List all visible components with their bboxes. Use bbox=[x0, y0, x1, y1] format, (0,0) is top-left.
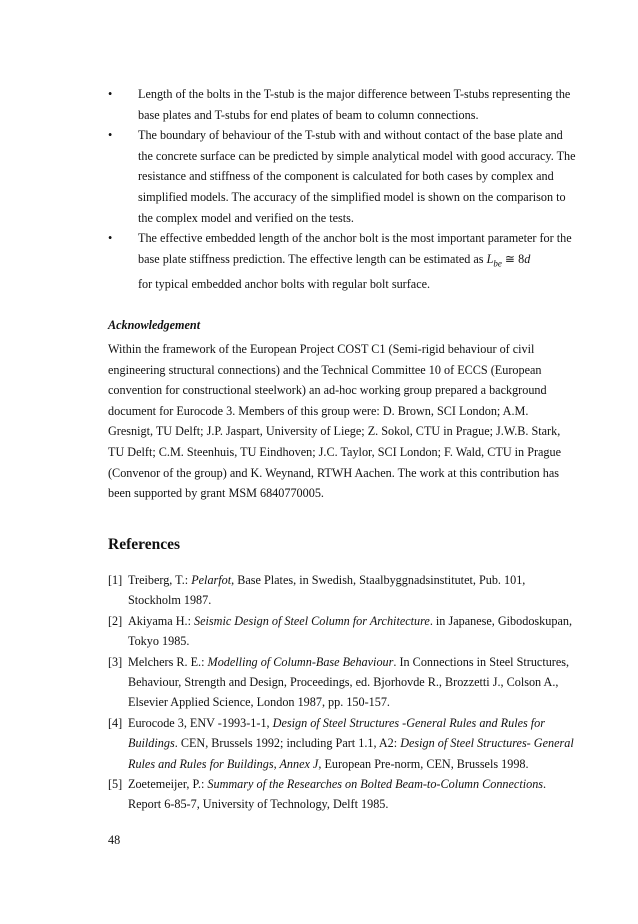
reference-text: Treiberg, T.: bbox=[128, 573, 192, 587]
acknowledgement-heading: Acknowledgement bbox=[108, 318, 201, 332]
bullet-marker: • bbox=[108, 231, 113, 246]
reference-item bbox=[108, 774, 578, 815]
reference-number: [4] bbox=[108, 715, 123, 730]
formula-symbol-l: L bbox=[486, 251, 494, 266]
reference-number: [3] bbox=[108, 654, 123, 669]
reference-text: Akiyama H.: bbox=[128, 613, 195, 628]
reference-text: . Report 6-85-7, University of Technology, Delft 1985. bbox=[128, 777, 547, 812]
reference-title: Pelarfot bbox=[191, 573, 232, 587]
formula-relation: ≅ 8 bbox=[501, 251, 525, 266]
reference-number: [5] bbox=[108, 777, 123, 792]
page-number: 48 bbox=[108, 833, 121, 847]
reference-text: Melchers R. E.: bbox=[128, 654, 208, 669]
formula-subscript: be bbox=[493, 258, 502, 269]
bullet-text-continued: for typical embedded anchor bolts with regular bolt surface. bbox=[138, 276, 431, 291]
reference-text: European Pre-norm, CEN, Brussels 1998. bbox=[321, 756, 529, 771]
references-heading: References bbox=[108, 536, 181, 553]
reference-title: Modelling of Column-Base Behaviour bbox=[207, 654, 394, 669]
conclusion-bullet-list bbox=[108, 84, 578, 294]
reference-title: Design of Steel Structures- General Rules and Rules for Buildings, Annex J, bbox=[128, 736, 574, 771]
reference-item bbox=[108, 611, 578, 652]
reference-title: Design of Steel Structures -General Rules and Rules for Buildings bbox=[128, 715, 546, 751]
bullet-marker: • bbox=[108, 128, 113, 143]
acknowledgement-paragraph: Within the framework of the European Project COST C1 (Semi-rigid behaviour of civil engineering structural connections) and the Technical Committee 10 of ECCS (European convention for constructional steelwork) an ad-hoc working group prepared a background document for Eurocode 3. Members of this group were: D. Brown, SCI London; A.M. Gresnigt, TU Delft; J.P. Jaspart, University of Liege; Z. Sokol, CTU in Prague; J.W.B. Stark, TU Delft; C.M. Steenhuis, TU Eindhoven; J.C. Taylor, SCI London; F. Wald, CTU in Prague (Convenor of the group) and K. Weynand, RTWH Aachen. The work at this contribution has been supported by grant MSM 6840770005. bbox=[108, 342, 562, 501]
reference-text: Eurocode 3, ENV -1993-1-1, bbox=[128, 715, 273, 730]
reference-text: . in Japanese, Gibodoskupan, Tokyo 1985. bbox=[128, 613, 572, 649]
reference-title: Seismic Design of Steel Column for Architecture bbox=[194, 613, 430, 628]
bullet-marker: • bbox=[108, 87, 113, 101]
reference-item bbox=[108, 652, 578, 713]
bullet-item bbox=[108, 228, 578, 294]
formula-symbol-d: d bbox=[524, 251, 531, 266]
reference-title: Summary of the Researches on Bolted Beam-to-Column Connections bbox=[207, 777, 544, 792]
reference-text: , Base Plates, in Swedish, Staalbyggnadsinstitutet, Pub. 101, Stockholm 1987. bbox=[128, 573, 526, 608]
reference-list bbox=[108, 570, 578, 815]
reference-item bbox=[108, 570, 578, 611]
reference-number: [2] bbox=[108, 613, 123, 628]
bullet-item bbox=[108, 84, 578, 125]
bullet-text: Length of the bolts in the T-stub is the major difference between T-stubs representing the base plates and T-stubs for end plates of beam to column connections. bbox=[138, 87, 571, 122]
reference-text: Zoetemeijer, P.: bbox=[128, 777, 208, 792]
bullet-text: The boundary of behaviour of the T-stub with and without contact of the base plate and the concrete surface can be predicted by simple analytical model with good accuracy. The resistance and stiffness of the component is calculated for both cases by complex and simplified models. The accuracy of the simplified model is shown on the comparison to the complex model and verified on the tests. bbox=[138, 128, 576, 225]
reference-item bbox=[108, 713, 578, 774]
bullet-item bbox=[108, 125, 578, 228]
reference-text: . In Connections in Steel Structures, Behaviour, Strength and Design, Proceedings, ed. Bjorhovde R., Brozzetti J., Colson A., Elsevier Applied Science, London 1987, pp. 150-157. bbox=[128, 654, 570, 710]
reference-text: . CEN, Brussels 1992; including Part 1.1, A2: bbox=[174, 736, 401, 751]
reference-number: [1] bbox=[108, 573, 123, 587]
bullet-text: The effective embedded length of the anchor bolt is the most important parameter for the base plate stiffness prediction. The effective length can be estimated as bbox=[138, 231, 572, 266]
